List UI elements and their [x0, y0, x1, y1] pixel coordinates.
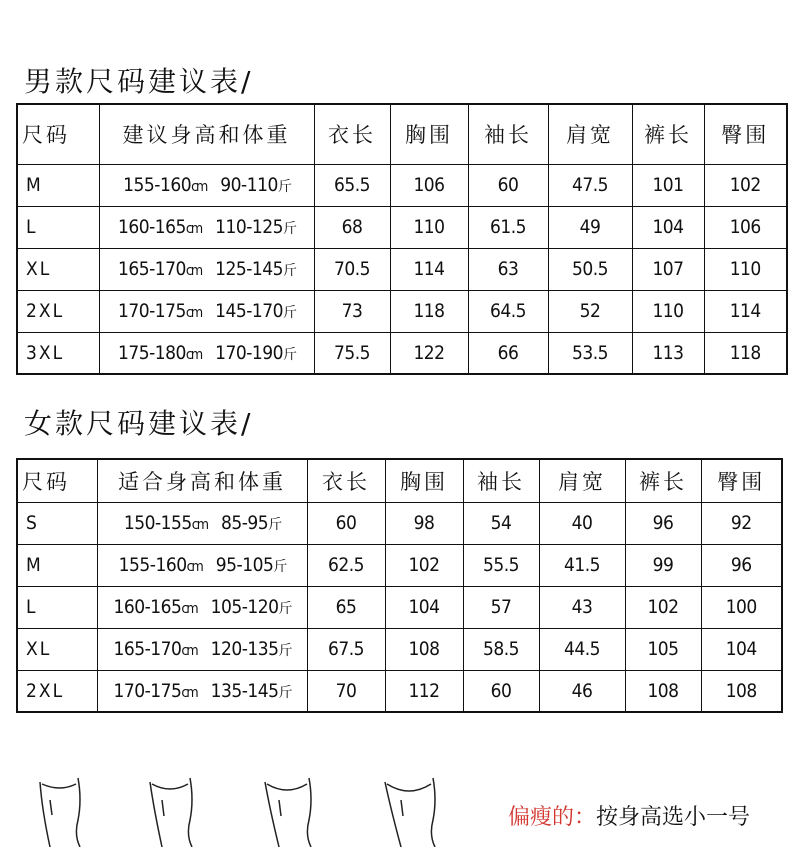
size-cell: L [17, 586, 97, 628]
unit-cm: cm [185, 305, 202, 321]
height-range: 155-160 [118, 554, 187, 576]
header-size: 尺码 [17, 459, 97, 502]
hip-cell: 106 [704, 206, 787, 248]
men-table-header-row [17, 104, 787, 164]
length-cell: 70.5 [314, 248, 390, 290]
women-section-title: 女款尺码建议表/ [24, 407, 254, 440]
unit-jin: 斤 [283, 263, 296, 279]
shoulder-cell: 49 [548, 206, 632, 248]
women-table-header-row [17, 459, 782, 502]
shoulder-cell: 50.5 [548, 248, 632, 290]
hip-cell: 100 [701, 586, 782, 628]
shoulder-cell: 53.5 [548, 332, 632, 374]
sleeve-cell: 60 [463, 670, 539, 712]
chest-cell: 110 [390, 206, 468, 248]
unit-jin: 斤 [283, 346, 296, 363]
men-size-table [16, 103, 788, 375]
height-weight-cell [99, 164, 314, 206]
pants-cell: 101 [632, 164, 704, 206]
height-range: 150-155 [123, 512, 192, 534]
unit-cm: cm [185, 221, 202, 237]
sleeve-cell: 58.5 [463, 628, 539, 670]
table-row [17, 332, 787, 374]
height-weight-cell [99, 332, 314, 374]
unit-jin: 斤 [268, 517, 281, 533]
length-cell: 68 [314, 206, 390, 248]
unit-cm: cm [191, 517, 207, 533]
header-length: 衣长 [314, 104, 390, 164]
sleeve-cell: 64.5 [468, 290, 548, 332]
weight-range: 85-95 [220, 512, 269, 534]
size-cell: L [17, 206, 99, 248]
height-weight-cell [97, 670, 307, 712]
body-figure-1 [40, 778, 80, 847]
height-range: 170-175 [117, 300, 186, 322]
header-chest: 胸围 [390, 104, 468, 164]
table-row [17, 670, 782, 712]
weight-range: 105-120 [210, 596, 279, 618]
sleeve-cell: 66 [468, 332, 548, 374]
height-weight-cell [97, 628, 307, 670]
fit-tip-label: 偏瘦的： [508, 805, 597, 830]
header-sleeve: 袖长 [463, 459, 539, 502]
length-cell: 73 [314, 290, 390, 332]
pants-cell: 110 [632, 290, 704, 332]
unit-cm: cm [181, 643, 197, 659]
height-weight-cell [99, 290, 314, 332]
chest-cell: 98 [385, 502, 463, 544]
size-cell: M [17, 164, 99, 206]
pants-cell: 96 [625, 502, 701, 544]
pants-cell: 113 [632, 332, 704, 374]
length-cell: 67.5 [307, 628, 385, 670]
hip-cell: 114 [704, 290, 787, 332]
body-figure-3 [265, 778, 311, 847]
body-shape-illustration [30, 770, 470, 847]
sleeve-cell: 63 [468, 248, 548, 290]
hip-cell: 102 [704, 164, 787, 206]
body-figure-4 [385, 778, 435, 847]
table-row [17, 586, 782, 628]
height-range: 175-180 [117, 341, 186, 364]
unit-jin: 斤 [278, 643, 291, 659]
length-cell: 70 [307, 670, 385, 712]
weight-range: 145-170 [215, 300, 284, 322]
unit-cm: cm [186, 559, 202, 575]
sleeve-cell: 55.5 [463, 544, 539, 586]
size-cell: M [17, 544, 97, 586]
weight-range: 95-105 [215, 554, 274, 576]
weight-range: 90-110 [220, 174, 278, 196]
shoulder-cell: 46 [539, 670, 625, 712]
height-range: 165-170 [117, 258, 186, 280]
shoulder-cell: 44.5 [539, 628, 625, 670]
unit-cm: cm [181, 601, 197, 617]
size-cell: S [17, 502, 97, 544]
unit-cm: cm [185, 263, 202, 279]
table-row [17, 164, 787, 206]
weight-range: 170-190 [215, 341, 284, 364]
header-length: 衣长 [307, 459, 385, 502]
sleeve-cell: 54 [463, 502, 539, 544]
chest-cell: 102 [385, 544, 463, 586]
unit-jin: 斤 [283, 305, 296, 321]
header-height-weight: 适合身高和体重 [97, 459, 307, 502]
pants-cell: 102 [625, 586, 701, 628]
pants-cell: 104 [632, 206, 704, 248]
unit-cm: cm [181, 684, 197, 701]
shoulder-cell: 40 [539, 502, 625, 544]
size-cell: 3XL [17, 332, 99, 374]
header-hip: 臀围 [701, 459, 782, 502]
size-cell: 2XL [17, 290, 99, 332]
header-shoulder: 肩宽 [548, 104, 632, 164]
height-weight-cell [99, 206, 314, 248]
header-hip: 臀围 [704, 104, 787, 164]
chest-cell: 114 [390, 248, 468, 290]
hip-cell: 110 [704, 248, 787, 290]
unit-cm: cm [191, 179, 207, 195]
chest-cell: 108 [385, 628, 463, 670]
chest-cell: 106 [390, 164, 468, 206]
unit-jin: 斤 [278, 601, 291, 617]
chest-cell: 112 [385, 670, 463, 712]
size-cell: XL [17, 248, 99, 290]
height-weight-cell [99, 248, 314, 290]
weight-range: 125-145 [215, 258, 284, 280]
weight-range: 135-145 [210, 679, 279, 702]
shoulder-cell: 52 [548, 290, 632, 332]
length-cell: 62.5 [307, 544, 385, 586]
length-cell: 60 [307, 502, 385, 544]
shoulder-cell: 41.5 [539, 544, 625, 586]
unit-jin: 斤 [277, 179, 290, 195]
table-row [17, 206, 787, 248]
unit-jin: 斤 [283, 221, 296, 237]
pants-cell: 105 [625, 628, 701, 670]
size-cell: 2XL [17, 670, 97, 712]
unit-jin: 斤 [273, 559, 286, 575]
header-sleeve: 袖长 [468, 104, 548, 164]
sleeve-cell: 57 [463, 586, 539, 628]
table-row [17, 628, 782, 670]
body-figure-2 [150, 778, 192, 847]
hip-cell: 92 [701, 502, 782, 544]
unit-cm: cm [185, 346, 202, 363]
table-row [17, 544, 782, 586]
height-range: 160-165 [117, 216, 186, 238]
sleeve-cell: 60 [468, 164, 548, 206]
table-row [17, 248, 787, 290]
length-cell: 65 [307, 586, 385, 628]
pants-cell: 108 [625, 670, 701, 712]
length-cell: 65.5 [314, 164, 390, 206]
header-chest: 胸围 [385, 459, 463, 502]
chest-cell: 118 [390, 290, 468, 332]
pants-cell: 107 [632, 248, 704, 290]
shoulder-cell: 47.5 [548, 164, 632, 206]
header-pants: 裤长 [625, 459, 701, 502]
fit-tip [508, 800, 750, 831]
header-pants: 裤长 [632, 104, 704, 164]
women-size-table [16, 458, 783, 713]
pants-cell: 99 [625, 544, 701, 586]
shoulder-cell: 43 [539, 586, 625, 628]
height-weight-cell [97, 544, 307, 586]
chest-cell: 104 [385, 586, 463, 628]
header-height-weight: 建议身高和体重 [99, 104, 314, 164]
length-cell: 75.5 [314, 332, 390, 374]
hip-cell: 96 [701, 544, 782, 586]
height-weight-cell [97, 586, 307, 628]
size-cell: XL [17, 628, 97, 670]
height-weight-cell [97, 502, 307, 544]
weight-range: 110-125 [215, 216, 284, 238]
sleeve-cell: 61.5 [468, 206, 548, 248]
hip-cell: 104 [701, 628, 782, 670]
height-range: 155-160 [123, 174, 192, 196]
header-shoulder: 肩宽 [539, 459, 625, 502]
height-range: 165-170 [113, 638, 182, 660]
height-range: 170-175 [113, 679, 182, 702]
weight-range: 120-135 [210, 638, 279, 660]
table-row [17, 502, 782, 544]
table-row [17, 290, 787, 332]
unit-jin: 斤 [278, 684, 291, 701]
hip-cell: 118 [704, 332, 787, 374]
men-section-title: 男款尺码建议表/ [24, 65, 254, 98]
fit-tip-text: 按身高选小一号 [596, 805, 751, 830]
header-size: 尺码 [17, 104, 99, 164]
hip-cell: 108 [701, 670, 782, 712]
height-range: 160-165 [113, 596, 182, 618]
chest-cell: 122 [390, 332, 468, 374]
